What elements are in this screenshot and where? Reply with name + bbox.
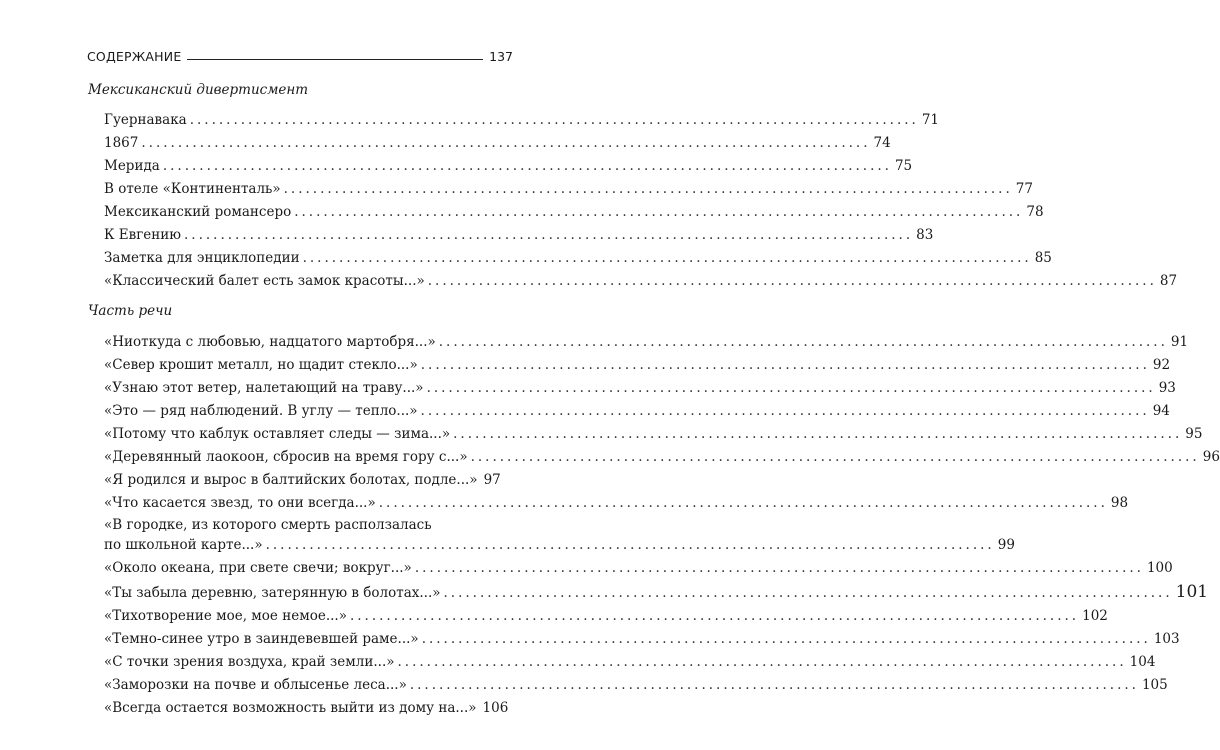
toc-entry: по школьной карте...» .................................................................................................... 99 xyxy=(104,537,1015,553)
toc-entry: Заметка для энциклопедии .................................................................................................... 85 xyxy=(104,250,1052,266)
toc-entry: «Около океана, при свете свечи; вокруг...» .................................................................................................... 100 xyxy=(104,560,1173,576)
toc-entry: Гуернавака .................................................................................................... 71 xyxy=(104,112,940,128)
toc-entry: 1867 .................................................................................................... 74 xyxy=(104,135,891,151)
toc-entry: Мексиканский романсеро .................................................................................................... 78 xyxy=(104,204,1044,220)
toc-entry: «Деревянный лаокоон, сбросив на время гору с...» .................................................................................................... 96 xyxy=(104,449,1220,465)
toc-entry: «Ты забыла деревню, затерянную в болотах...» .................................................................................................... 101 xyxy=(104,582,1209,602)
section-title-part-of-speech: Часть речи xyxy=(88,303,173,319)
toc-entry-first-line: «В городке, из которого смерть расползалась xyxy=(104,517,432,533)
toc-entry: «Всегда остается возможность выйти из дому на...» 106 xyxy=(104,700,509,716)
toc-entry: «Заморозки на почве и облысенье леса...» .................................................................................................... 105 xyxy=(104,677,1168,693)
toc-entry: «Узнаю этот ветер, налетающий на траву...» .................................................................................................... 93 xyxy=(104,380,1176,396)
toc-entry: «Что касается звезд, то они всегда...» .................................................................................................... 98 xyxy=(104,495,1129,511)
section-title-mexican-divertissement: Мексиканский дивертисмент xyxy=(88,82,309,98)
toc-entry: «С точки зрения воздуха, край земли...» .................................................................................................... 104 xyxy=(104,654,1156,670)
running-header xyxy=(87,44,513,64)
toc-entry: «Ниоткуда с любовью, надцатого мартобря...» .................................................................................................... 91 xyxy=(104,334,1189,350)
toc-entry: «Это — ряд наблюдений. В углу — тепло...» .................................................................................................... 94 xyxy=(104,403,1170,419)
toc-entry: «Я родился и вырос в балтийских болотах, подле...» 97 xyxy=(104,472,501,488)
toc-entry: «Потому что каблук оставляет следы — зима...» .................................................................................................... 95 xyxy=(104,426,1203,442)
toc-entry: «Север крошит металл, но щадит стекло...» .................................................................................................... 92 xyxy=(104,357,1171,373)
toc-entry: «Классический балет есть замок красоты...» .................................................................................................... 87 xyxy=(104,273,1178,289)
toc-entry: Мерида .................................................................................................... 75 xyxy=(104,158,913,174)
toc-entry: «Тихотворение мое, мое немое...» .................................................................................................... 102 xyxy=(104,608,1108,624)
toc-entry: В отеле «Континенталь» .................................................................................................... 77 xyxy=(104,181,1033,197)
header-rule xyxy=(187,59,483,60)
header-page-number: 137 xyxy=(489,49,513,64)
toc-entry: «Темно-синее утро в заиндевевшей раме...» .................................................................................................... 103 xyxy=(104,631,1180,647)
toc-entry: К Евгению .................................................................................................... 83 xyxy=(104,227,934,243)
header-title: СОДЕРЖАНИЕ xyxy=(87,49,182,64)
